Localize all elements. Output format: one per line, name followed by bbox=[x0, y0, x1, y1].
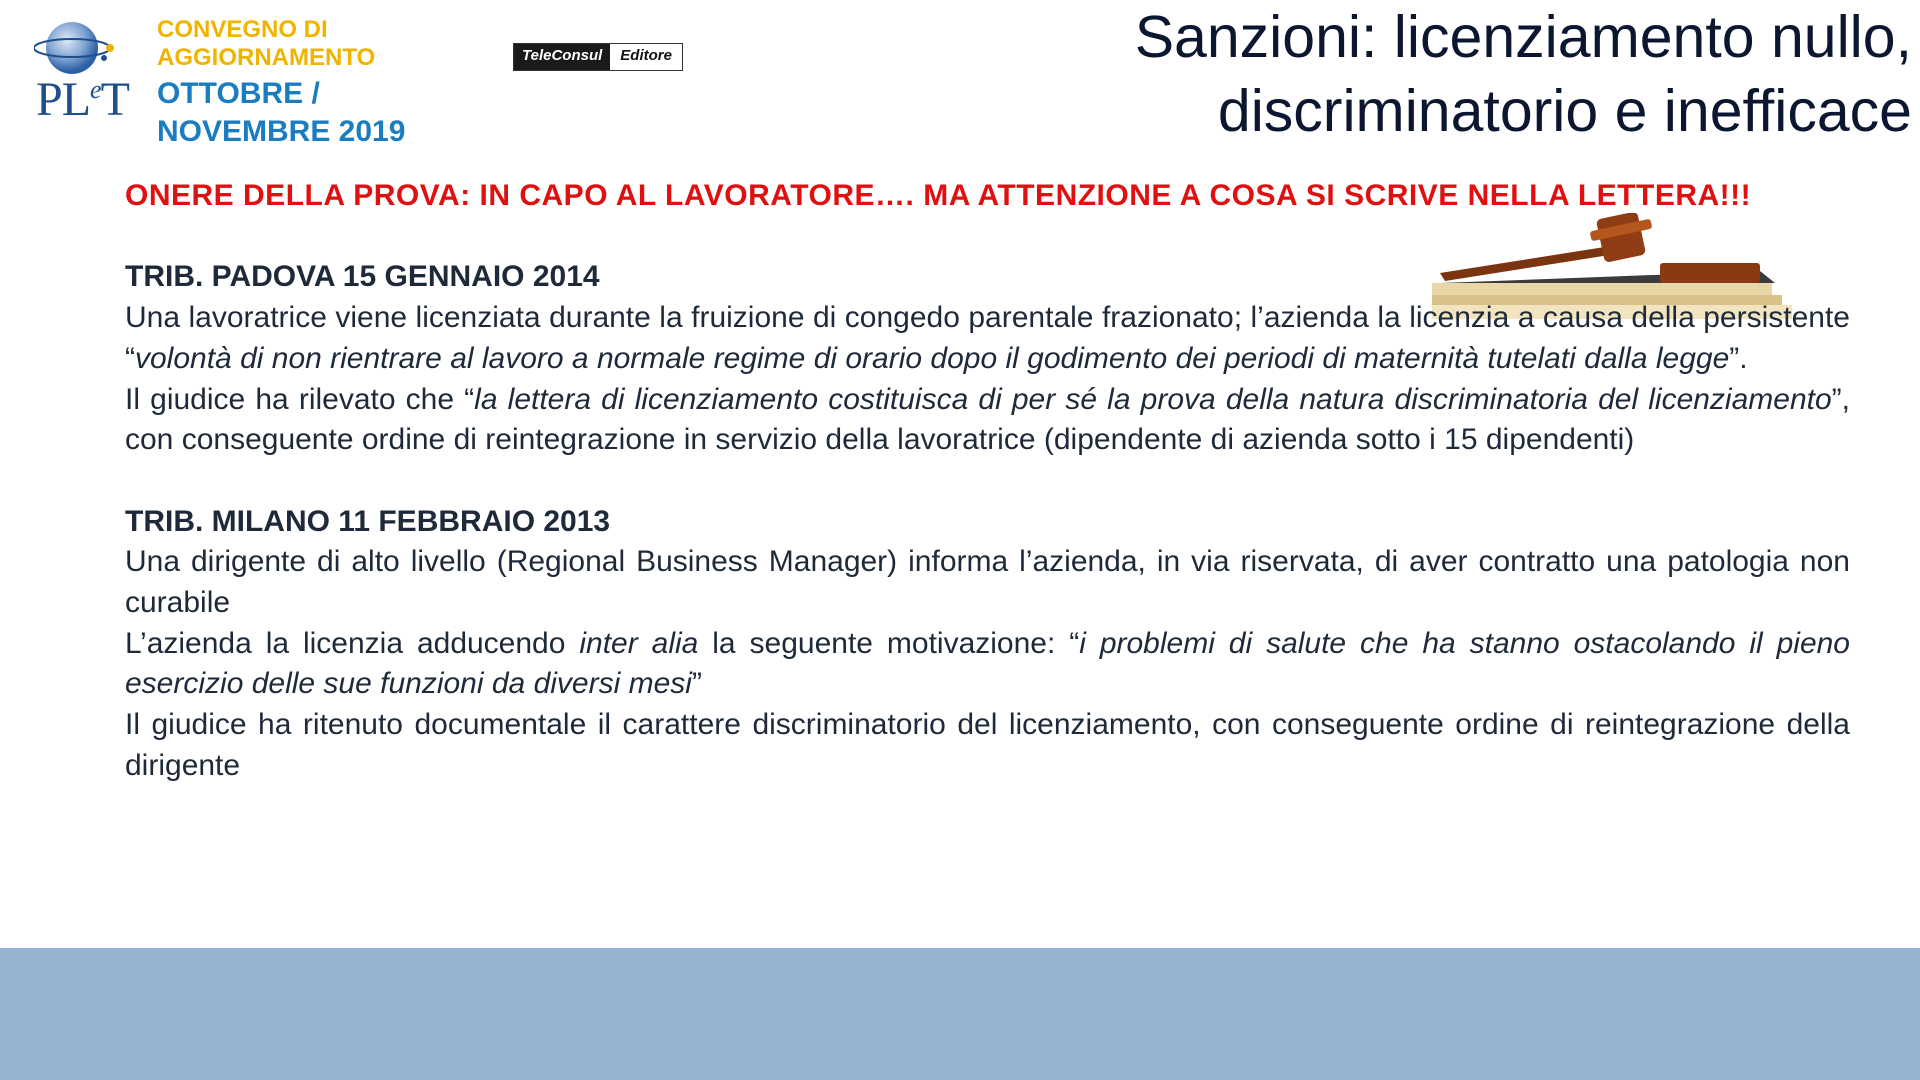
burden-of-proof-warning: ONERE DELLA PROVA: IN CAPO AL LAVORATORE…. MA ATTENZIONE A COSA SI SCRIVE NELLA LETTERA!!! bbox=[125, 179, 1752, 212]
slide-title bbox=[1135, 0, 1912, 148]
publisher-logo bbox=[513, 43, 683, 71]
case-milano-paragraph-2: L’azienda la licenzia adducendo inter alia la seguente motivazione: “i problemi di salute che ha stanno ostacolando il pieno esercizio delle sue funzioni da diversi mesi” bbox=[125, 626, 1850, 701]
footer-band bbox=[0, 948, 1920, 1080]
case-milano-paragraph-1: Una dirigente di alto livello (Regional Business Manager) informa l’azienda, in via riservata, di aver contratto una patologia non curabile bbox=[125, 545, 1850, 619]
publisher-part-1: TeleConsul bbox=[514, 44, 610, 70]
plet-logo bbox=[34, 18, 129, 126]
case-padova-heading: TRIB. PADOVA 15 GENNAIO 2014 bbox=[125, 260, 600, 294]
title-line-1: Sanzioni: licenziamento nullo, bbox=[1134, 4, 1912, 70]
case-padova-paragraph-1: Una lavoratrice viene licenziata durante la fruizione di congedo parentale frazionato; l’azienda la licenzia a causa della persistente “volontà di non rientrare al lavoro a normale regime di orario dopo il godimento dei periodi di maternità tutelati dalla legge”. bbox=[125, 301, 1850, 375]
title-line-2: discriminatorio e inefficace bbox=[1217, 78, 1912, 144]
conference-line-1: CONVEGNO DI bbox=[157, 16, 328, 43]
conference-line-3: OTTOBRE / bbox=[157, 77, 320, 110]
case-padova-paragraph-2: Il giudice ha rilevato che “la lettera di licenziamento costituisca di per sé la prova della natura discriminatoria del licenziamento”, con conseguente ordine di reintegrazione in servizio della lavoratrice (dipendente di azienda sotto i 15 dipendenti) bbox=[125, 382, 1850, 457]
case-milano-paragraph-3: Il giudice ha ritenuto documentale il carattere discriminatorio del licenziamento, con conseguente ordine di reintegrazione della dirigente bbox=[125, 708, 1850, 782]
publisher-part-2: Editore bbox=[610, 44, 682, 70]
case-milano-heading: TRIB. MILANO 11 FEBBRAIO 2013 bbox=[125, 504, 611, 538]
logo-text: $PL^eT$ bbox=[36, 73, 129, 126]
conference-line-2: AGGIORNAMENTO bbox=[157, 44, 376, 71]
slide-content bbox=[125, 176, 1850, 787]
conference-line-4: NOVEMBRE 2019 bbox=[157, 115, 406, 148]
conference-label bbox=[157, 16, 405, 151]
